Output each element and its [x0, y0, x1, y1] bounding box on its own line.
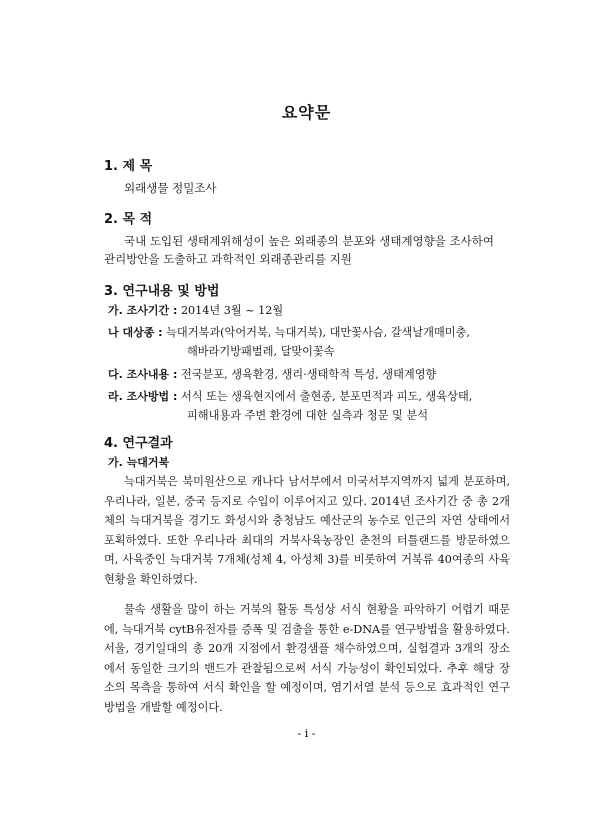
- survey-content-row: [108, 365, 518, 384]
- section-4-subheading: [108, 453, 518, 472]
- section-3-heading: 3. 연구내용 및 방법: [104, 284, 220, 299]
- section-2-line-1: 국내 도입된 생태계위해성이 높은 외래종의 분포와 생태계영향을 조사하여: [124, 234, 494, 248]
- section-2-line-2: 관리방안을 도출하고 과학적인 외래종관리를 지원: [104, 252, 352, 266]
- survey-content-label: 다. 조사내용 :: [108, 368, 178, 381]
- target-species-value: 늑대거북과(악어거북, 늑대거북), 대만꽃사슴, 갈색날개매미충,: [166, 326, 470, 339]
- survey-period-row: [108, 301, 518, 320]
- section-1-heading: 1. 제 목: [104, 159, 153, 174]
- target-species-continued: 해바라기방패벌레, 달맞이꽃속: [187, 345, 335, 358]
- survey-method-label: 라. 조사방법 :: [108, 390, 178, 403]
- survey-period-label: 가. 조사기간 :: [108, 304, 178, 317]
- results-paragraph-2: 물속 생활을 많이 하는 거북의 활동 특성상 서식 현황을 파악하기 어렵기 때문에, 늑대거북 cytB유전자를 증폭 및 검출을 통한 e-DNA를 연구방법을 활용하였다. 서울, 경기일대의 총 20개 지점에서 환경샘플 채수하였으며, 실험결과 3개의 장소에서 동일한 크기의 밴드가 관찰됨으로써 서식 가능성이 확인되었다. 추후 해당 장소의 목측을 통하여 서식 확인을 할 예정이며, 염기서열 분석 등으로 효과적인 연구방법을 개발할 예정이다.: [104, 603, 510, 714]
- section-4-heading: 4. 연구결과: [104, 436, 173, 451]
- snapping-turtle-subheading: 가. 늑대거북: [108, 456, 170, 469]
- survey-content-value: 전국분포, 생육환경, 생리·생태학적 특성, 생태계영향: [180, 368, 437, 381]
- section-1-text: 외래생물 정밀조사: [124, 181, 217, 195]
- survey-method-value: 서식 또는 생육현지에서 출현종, 분포면적과 피도, 생육상태,: [180, 390, 473, 403]
- target-species-row: [108, 323, 518, 342]
- survey-method-row: [108, 387, 518, 406]
- target-species-label: 나 대상종 :: [108, 326, 163, 339]
- section-2-heading: 2. 목 적: [104, 212, 153, 227]
- page-title: 요약문: [281, 103, 332, 122]
- results-paragraph-1: 늑대거북은 북미원산으로 캐나다 남서부에서 미국서부지역까지 넓게 분포하며, 우리나라, 일본, 중국 등지로 수입이 이루어지고 있다. 2014년 조사기간 중 총 2개체의 늑대거북을 경기도 화성시와 충청남도 예산군의 농수로 인근의 자연 상태에서 포획하였다. 또한 우리나라 최대의 거북사육농장인 춘천의 터틀랜드를 방문하였으며, 사육중인 늑대거북 7개체(성체 4, 아성체 3)를 비롯하여 거북류 40여종의 사육 현황을 확인하였다.: [104, 475, 510, 586]
- survey-method-continued: 피해내용과 주변 환경에 대한 실측과 청문 및 분석: [187, 409, 429, 422]
- survey-period-value: 2014년 3월 ~ 12월: [180, 304, 284, 317]
- page-number: - i -: [297, 727, 316, 740]
